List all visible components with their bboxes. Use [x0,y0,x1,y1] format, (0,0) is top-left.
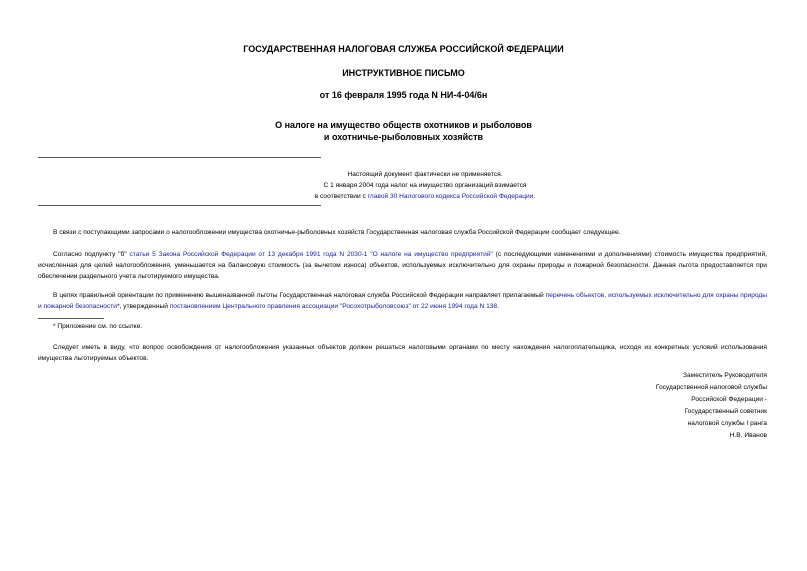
signature-name: Н.В. Иванов [729,432,767,439]
footnote-divider [38,318,104,319]
signature-line-2: Государственной налоговой службы [655,384,767,391]
notice-line-3 [290,191,560,202]
paragraph-2 [38,249,767,282]
agency-heading: ГОСУДАРСТВЕННАЯ НАЛОГОВАЯ СЛУЖБА РОССИЙСКОЙ ФЕДЕРАЦИИ [243,44,564,54]
objects-list-link[interactable]: перечень объектов, используемых исключительно для охраны природы и пожарной безопасности [38,292,767,310]
notice-block [290,169,560,202]
signature-line-1: Заместитель Руководителя [683,372,767,379]
paragraph-3-suffix: . [497,303,499,310]
paragraph-3 [38,290,767,312]
paragraph-3-prefix: В целях правильной ориентации по применению вышеназванной льготы Государственная налоговая служба Российской Федерации направляет прилагаемый [53,292,546,299]
divider-bottom [38,205,321,206]
notice-line-3-prefix: в соответствии с [314,193,368,200]
footnote: * Приложение см. по ссылке. [53,323,143,330]
signature-line-4: Государственный советник [684,408,767,415]
paragraph-2-suffix: (с последующими изменениями и дополнениями) стоимость имущества предприятий, исчисленная для целей налогообложения, уменьшается на балансовую стоимость (за вычетом износа) объектов, используемых исключительно для охраны природы и пожарной безопасности. Данная льгота предоставляется при обеспечении раздельного учета льготируемого имущества. [38,251,767,280]
notice-line-3-suffix: . [533,193,536,200]
paragraph-4: Следует иметь в виду, что вопрос освобождения от налогообложения указанных объектов должен решаться налоговыми органами по месту нахождения налогоплательщика, исходя из конкретных условий использования имущества льготируемых объектов. [38,344,767,362]
resolution-138-link[interactable]: постановлением Центрального правления ассоциации "Росохотрыболовсоюз" от 22 июня 1994 года N 138 [169,303,498,310]
doc-type-heading: ИНСТРУКТИВНОЕ ПИСЬМО [342,68,465,78]
title-line-2: и охотничье-рыболовных хозяйств [323,132,484,142]
law-article-5-link[interactable]: статьи 5 Закона Российской Федерации от 13 декабря 1991 года N 2030-1 "О налоге на имущество предприятий" [129,251,493,258]
date-number-heading: от 16 февраля 1995 года N НИ-4-04/6н [319,90,488,100]
signature-line-5: налоговой службы I ранга [687,420,767,427]
tax-code-chapter-30-link[interactable]: главой 30 Налогового кодекса Российской Федерации [367,193,534,200]
title-line-1: О налоге на имущество обществ охотников и рыболовов [275,120,532,130]
paragraph-3-mid: *, утвержденный [116,303,170,310]
signature-block [656,370,767,442]
notice-line-1: Настоящий документ фактически не применяется. [347,171,503,178]
signature-line-3: Российской Федерации - [691,396,767,403]
paragraph-1: В связи с поступающими запросами о налогообложении имущества охотничье-рыболовных хозяйств Государственная налоговая служба Российской Федерации сообщает следующее. [53,229,621,236]
notice-line-2: С 1 января 2004 года налог на имущество организаций взимается [323,182,527,189]
paragraph-2-prefix: Согласно подпункту "б" [53,251,130,258]
divider-top [38,157,321,158]
